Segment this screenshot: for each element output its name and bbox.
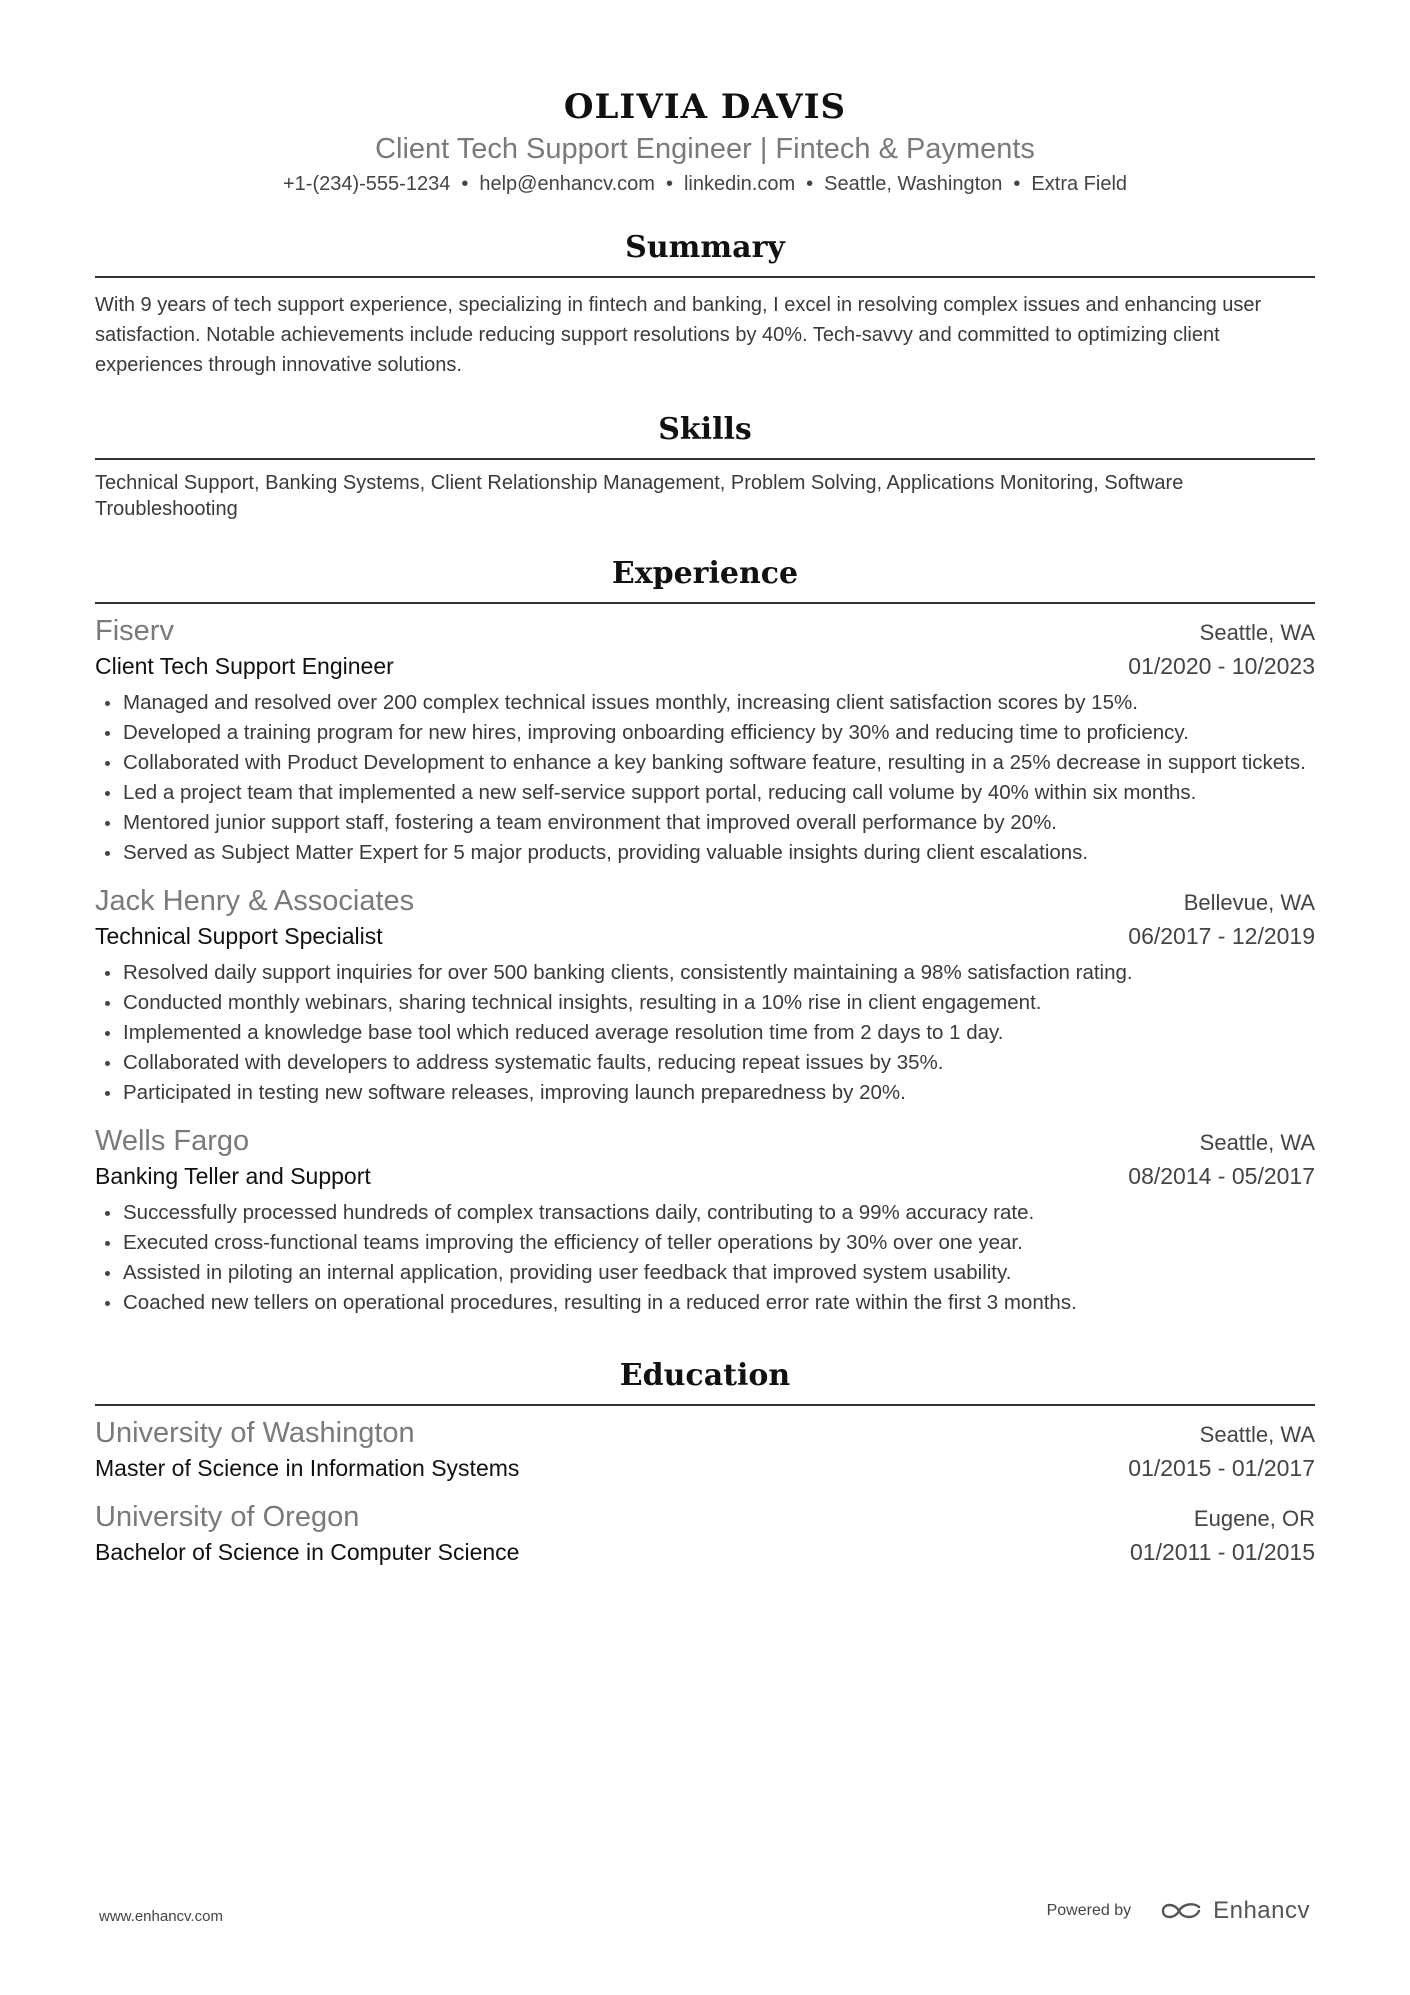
bullet-separator: •	[461, 173, 469, 195]
list-item: Successfully processed hundreds of complex transactions daily, contributing to a 99% accuracy rate.	[95, 1198, 1315, 1228]
job-location: Bellevue, WA	[1183, 890, 1315, 915]
education-dates: 01/2011 - 01/2015	[1129, 1539, 1315, 1565]
list-item: Participated in testing new software releases, improving launch preparedness by 20%.	[95, 1078, 1315, 1108]
company-name: Jack Henry & Associates	[95, 885, 415, 917]
footer-branding	[1047, 1897, 1310, 1925]
list-item: Implemented a knowledge base tool which reduced average resolution time from 2 days to 1 day.	[95, 1018, 1315, 1048]
list-item: Collaborated with Product Development to enhance a key banking software feature, resulting in a 25% decrease in support tickets.	[95, 748, 1315, 778]
list-item: Collaborated with developers to address systematic faults, reducing repeat issues by 35%.	[95, 1048, 1315, 1078]
school-name: University of Washington	[95, 1417, 415, 1449]
job-role: Banking Teller and Support	[95, 1163, 371, 1189]
bullet-separator: •	[665, 173, 673, 195]
list-item: Served as Subject Matter Expert for 5 major products, providing valuable insights during client escalations.	[95, 838, 1315, 868]
job-location: Seattle, WA	[1199, 620, 1315, 645]
list-item: Resolved daily support inquiries for over 500 banking clients, consistently maintaining a 98% satisfaction rating.	[95, 958, 1315, 988]
experience-section	[95, 554, 1315, 1318]
resume-header	[95, 0, 1315, 198]
job-dates: 01/2020 - 10/2023	[1128, 653, 1315, 679]
section-divider	[95, 1404, 1315, 1406]
contact-line	[95, 170, 1315, 198]
company-name: Fiserv	[95, 615, 174, 647]
school-location: Eugene, OR	[1193, 1506, 1315, 1531]
bullet-separator: •	[806, 173, 814, 195]
degree: Bachelor of Science in Computer Science	[95, 1539, 520, 1565]
section-divider	[95, 276, 1315, 278]
job-dates: 08/2014 - 05/2017	[1128, 1163, 1315, 1189]
job-entry	[95, 882, 1315, 1108]
candidate-name: OLIVIA DAVIS	[563, 87, 847, 127]
list-item: Mentored junior support staff, fostering a team environment that improved overall performance by 20%.	[95, 808, 1315, 838]
job-bullets	[95, 1198, 1315, 1318]
list-item: Managed and resolved over 200 complex technical issues monthly, increasing client satisfaction scores by 15%.	[95, 688, 1315, 718]
bullet-separator: •	[1013, 173, 1021, 195]
footer-website[interactable]: www.enhancv.com	[99, 1908, 223, 1925]
list-item: Assisted in piloting an internal application, providing user feedback that improved system usability.	[95, 1258, 1315, 1288]
school-name: University of Oregon	[95, 1501, 360, 1533]
job-location: Seattle, WA	[1199, 1130, 1315, 1155]
list-item: Executed cross-functional teams improving the efficiency of teller operations by 30% over one year.	[95, 1228, 1315, 1258]
email[interactable]: help@enhancv.com	[479, 173, 655, 195]
education-entry	[95, 1414, 1315, 1484]
school-location: Seattle, WA	[1199, 1422, 1315, 1447]
section-heading: Experience	[611, 556, 799, 591]
list-item: Coached new tellers on operational procedures, resulting in a reduced error rate within the first 3 months.	[95, 1288, 1315, 1318]
job-entry	[95, 1122, 1315, 1318]
section-heading: Education	[619, 1358, 791, 1393]
linkedin-link[interactable]: linkedin.com	[683, 173, 796, 195]
enhancv-logo-icon	[1157, 1899, 1205, 1923]
section-heading: Skills	[658, 412, 752, 447]
summary-text: With 9 years of tech support experience, specializing in fintech and banking, I excel in resolving complex issues and enhancing user satisfaction. Notable achievements include reducing support resolutions by 40%. Tech-savvy and committed to optimizing client experiences through innovative solutions.	[95, 294, 1262, 376]
powered-by-label: Powered by	[1046, 1902, 1132, 1919]
job-role: Client Tech Support Engineer	[95, 653, 394, 679]
skills-section	[95, 410, 1315, 522]
extra-field: Extra Field	[1031, 173, 1128, 195]
list-item: Conducted monthly webinars, sharing technical insights, resulting in a 10% rise in client engagement.	[95, 988, 1315, 1018]
job-dates: 06/2017 - 12/2019	[1128, 923, 1315, 949]
list-item: Developed a training program for new hires, improving onboarding efficiency by 30% and reducing time to proficiency.	[95, 718, 1315, 748]
section-divider	[95, 602, 1315, 604]
summary-section	[95, 228, 1315, 380]
section-heading: Summary	[625, 230, 785, 265]
skills-text: Technical Support, Banking Systems, Client Relationship Management, Problem Solving, Applications Monitoring, Software Troubleshooting	[95, 472, 1184, 520]
resume-page	[95, 0, 1315, 1568]
phone: +1-(234)-555-1234	[282, 173, 451, 195]
job-entry	[95, 612, 1315, 868]
location: Seattle, Washington	[824, 173, 1003, 195]
job-bullets	[95, 958, 1315, 1108]
education-entry	[95, 1498, 1315, 1568]
education-dates: 01/2015 - 01/2017	[1128, 1455, 1315, 1481]
job-bullets	[95, 688, 1315, 868]
degree: Master of Science in Information Systems	[95, 1455, 520, 1481]
brand-name[interactable]: Enhancv	[1213, 1897, 1310, 1924]
list-item: Led a project team that implemented a new self-service support portal, reducing call volume by 40% within six months.	[95, 778, 1315, 808]
job-role: Technical Support Specialist	[95, 923, 383, 949]
candidate-title: Client Tech Support Engineer | Fintech & Payments	[375, 133, 1035, 165]
company-name: Wells Fargo	[95, 1125, 250, 1157]
education-section	[95, 1356, 1315, 1568]
section-divider	[95, 458, 1315, 460]
